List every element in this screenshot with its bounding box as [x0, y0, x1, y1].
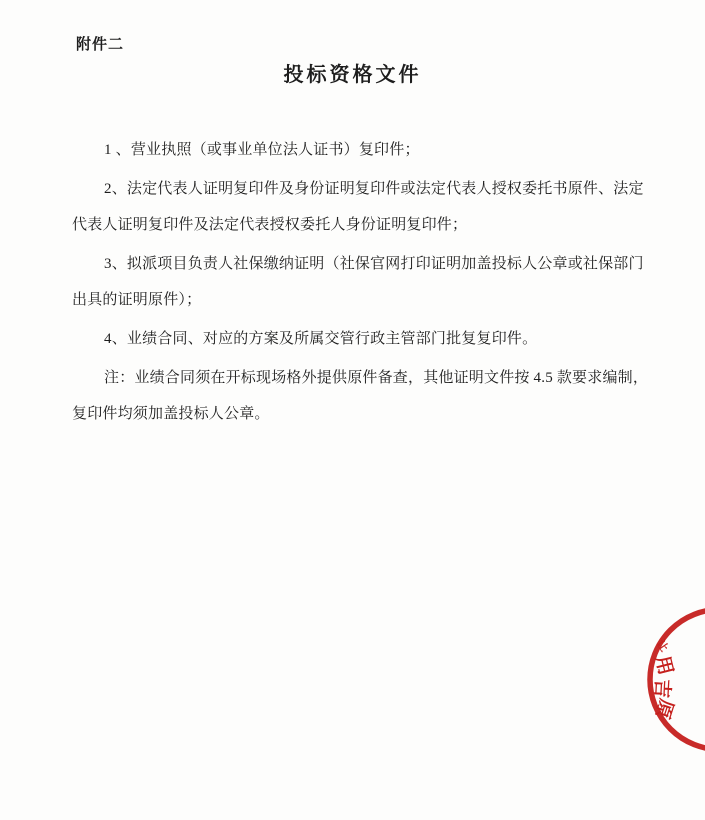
seal-circle [650, 610, 705, 750]
seal-circle-svg [605, 590, 705, 810]
list-item-2: 2、法定代表人证明复印件及身份证明复印件或法定代表人授权委托书原件、法定代表人证明复印件及法定代表授权委托人身份证明复印件； [72, 181, 644, 233]
seal-character: 用 [651, 653, 676, 678]
list-item-3: 3、拟派项目负责人社保缴纳证明（社保官网打印证明加盖投标人公章或社保部门出具的证明原件）； [72, 256, 644, 308]
list-item-1: 1 、营业执照（或事业单位法人证书）复印件； [104, 142, 420, 158]
list-item-4: 4、业绩合同、对应的方案及所属交管行政主管部门批复复印件。 [104, 331, 538, 347]
page-title: 投标资格文件 [283, 64, 422, 86]
seal-character: 原 [650, 696, 677, 721]
attachment-label: 附件二 [76, 37, 125, 53]
document-body [72, 132, 650, 435]
seal-character: 吉 [650, 678, 673, 699]
note-paragraph: 注：业绩合同须在开标现场格外提供原件备查，其他证明文件按 4.5 款要求编制，复印件均须加盖投标人公章。 [72, 370, 649, 422]
official-seal [605, 590, 705, 810]
seal-character: 让 [653, 638, 670, 655]
